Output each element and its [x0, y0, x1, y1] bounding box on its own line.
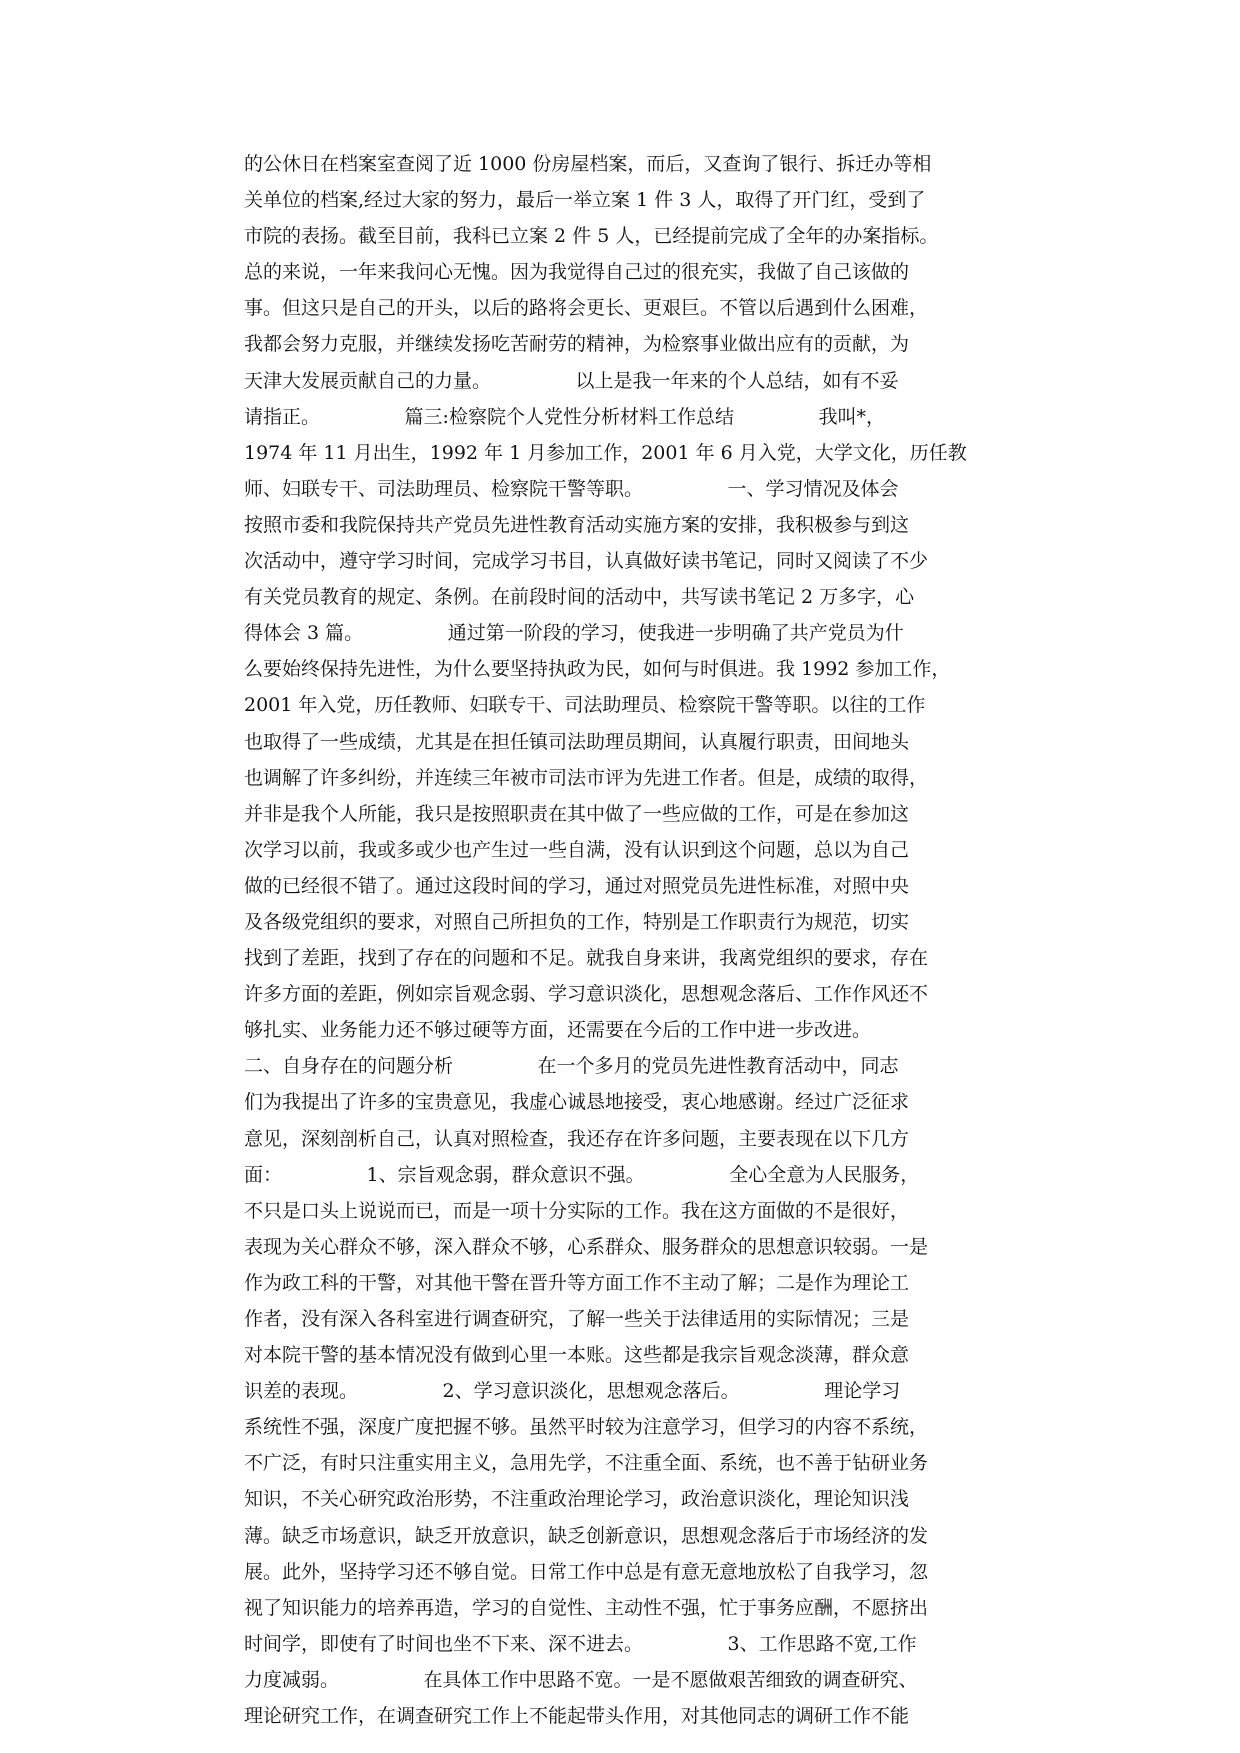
text-line: 么要始终保持先进性，为什么要坚持执政为民，如何与时俱进。我 1992 参加工作， [244, 658, 951, 681]
text-line: 也取得了一些成绩，尤其是在担任镇司法助理员期间，认真履行职责，田间地头 [244, 730, 910, 753]
text-line: 请指正。 篇三:检察院个人党性分析材料工作总结 我叫*， [244, 405, 886, 428]
text-line: 也调解了许多纠纷，并连续三年被市司法市评为先进工作者。但是，成绩的取得， [244, 766, 929, 789]
text-line: 们为我提出了许多的宝贵意见，我虚心诚恳地接受，衷心地感谢。经过广泛征求 [244, 1091, 910, 1114]
text-line: 有关党员教育的规定、条例。在前段时间的活动中，共写读书笔记 2 万多字，心 [244, 586, 915, 609]
text-line: 做的已经很不错了。通过这段时间的学习，通过对照党员先进性标准，对照中央 [244, 874, 910, 897]
text-line: 总的来说，一年来我问心无愧。因为我觉得自己过的很充实，我做了自己该做的 [244, 261, 910, 284]
text-line: 够扎实、业务能力还不够过硬等方面，还需要在今后的工作中进一步改进。 [244, 1019, 872, 1042]
text-line: 知识，不关心研究政治形势，不注重政治理论学习，政治意识淡化，理论知识浅 [244, 1488, 910, 1511]
text-line: 的公休日在档案室查阅了近 1000 份房屋档案，而后，又查询了银行、拆迁办等相 [244, 153, 932, 175]
text-line: 对本院干警的基本情况没有做到心里一本账。这些都是我宗旨观念淡薄，群众意 [244, 1344, 910, 1367]
text-line: 力度减弱。 在具体工作中思路不宽。一是不愿做艰苦细致的调查研究、 [244, 1668, 918, 1691]
text-line: 并非是我个人所能，我只是按照职责在其中做了一些应做的工作，可是在参加这 [244, 802, 910, 825]
text-line: 时间学，即使有了时间也坐不下来、深不进去。 3、工作思路不宽,工作 [244, 1632, 917, 1655]
text-line: 不只是口头上说说而已，而是一项十分实际的工作。我在这方面做的不是很好， [244, 1199, 910, 1222]
text-line: 2001 年入党，历任教师、妇联专干、司法助理员、检察院干警等职。以往的工作 [244, 694, 926, 717]
text-line: 市院的表扬。截至目前，我科已立案 2 件 5 人，已经提前完成了全年的办案指标。 [244, 225, 939, 248]
text-line: 1974 年 11 月出生，1992 年 1 月参加工作，2001 年 6 月入党，大学文化，历任教 [244, 441, 967, 464]
text-line: 得体会 3 篇。 通过第一阶段的学习，使我进一步明确了共产党员为什 [244, 622, 904, 645]
text-line: 面： 1、宗旨观念弱，群众意识不强。 全心全意为人民服务， [244, 1163, 920, 1186]
text-line: 作者，没有深入各科室进行调查研究，了解一些关于法律适用的实际情况；三是 [244, 1308, 910, 1330]
text-line: 意见，深刻剖析自己，认真对照检查，我还存在许多问题，主要表现在以下几方 [244, 1127, 910, 1150]
text-line: 关单位的档案,经过大家的努力，最后一举立案 1 件 3 人，取得了开门红，受到了 [244, 189, 926, 212]
text-line: 表现为关心群众不够，深入群众不够，心系群众、服务群众的思想意识较弱。一是 [244, 1235, 929, 1258]
text-line: 识差的表现。 2、学习意识淡化，思想观念落后。 理论学习 [244, 1380, 901, 1403]
text-line: 师、妇联专干、司法助理员、检察院干警等职。 一、学习情况及体会 [244, 477, 899, 500]
text-line: 作为政工科的干警，对其他干警在晋升等方面工作不主动了解；二是作为理论工 [244, 1271, 910, 1294]
text-line: 我都会努力克服，并继续发扬吃苦耐劳的精神，为检察事业做出应有的贡献，为 [244, 333, 910, 356]
text-line: 次学习以前，我或多或少也产生过一些自满，没有认识到这个问题，总以为自己 [244, 838, 910, 861]
text-line: 不广泛，有时只注重实用主义，急用先学，不注重全面、系统，也不善于钻研业务 [244, 1452, 929, 1475]
text-line: 次活动中，遵守学习时间，完成学习书目，认真做好读书笔记，同时又阅读了不少 [244, 550, 929, 573]
text-line: 薄。缺乏市场意识，缺乏开放意识，缺乏创新意识，思想观念落后于市场经济的发 [244, 1524, 929, 1547]
text-line: 天津大发展贡献自己的力量。 以上是我一年来的个人总结，如有不妥 [244, 369, 899, 392]
document-body [244, 146, 1014, 1734]
text-line: 二、自身存在的问题分析 在一个多月的党员先进性教育活动中，同志 [244, 1055, 899, 1078]
text-line: 及各级党组织的要求，对照自己所担负的工作，特别是工作职责行为规范，切实 [244, 910, 910, 933]
text-line: 按照市委和我院保持共产党员先进性教育活动实施方案的安排，我积极参与到这 [244, 513, 910, 536]
text-line: 视了知识能力的培养再造，学习的自觉性、主动性不强，忙于事务应酬，不愿挤出 [244, 1596, 929, 1619]
text-line: 系统性不强，深度广度把握不够。虽然平时较为注意学习，但学习的内容不系统， [244, 1416, 929, 1439]
text-line: 许多方面的差距，例如宗旨观念弱、学习意识淡化，思想观念落后、工作作风还不 [244, 983, 929, 1006]
text-line: 展。此外，坚持学习还不够自觉。日常工作中总是有意无意地放松了自我学习，忽 [244, 1560, 929, 1583]
text-line: 理论研究工作，在调查研究工作上不能起带头作用，对其他同志的调研工作不能 [244, 1705, 910, 1728]
text-line: 事。但这只是自己的开头，以后的路将会更长、更艰巨。不管以后遇到什么困难， [244, 297, 929, 320]
text-line: 找到了差距，找到了存在的问题和不足。就我自身来讲，我离党组织的要求，存在 [244, 947, 929, 970]
